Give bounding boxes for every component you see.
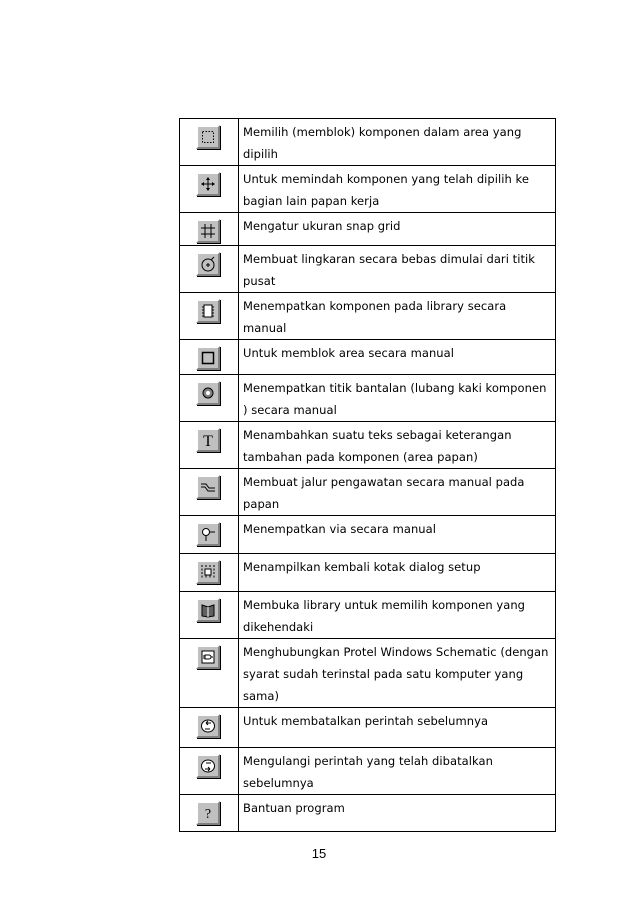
- description-text: Membuat lingkaran secara bebas dimulai dari titik pusat: [239, 246, 556, 293]
- circle-center-icon: [196, 252, 220, 276]
- move-cross-icon: [196, 172, 220, 196]
- icon-cell: [180, 469, 239, 516]
- table-row: [180, 375, 556, 422]
- text-t-icon: [196, 428, 220, 452]
- icon-cell: [180, 422, 239, 469]
- table-row: [180, 639, 556, 708]
- description-text: Memilih (memblok) komponen dalam area yang dipilih: [239, 119, 556, 166]
- icon-cell: [180, 516, 239, 554]
- table-row: [180, 592, 556, 639]
- description-text: Untuk memindah komponen yang telah dipilih ke bagian lain papan kerja: [239, 166, 556, 213]
- place-component-icon: [196, 299, 220, 323]
- snap-grid-icon: [196, 219, 220, 243]
- pad-icon: [196, 381, 220, 405]
- icon-cell: [180, 708, 239, 748]
- icon-cell: [180, 166, 239, 213]
- svg-text:T: T: [203, 433, 213, 449]
- table-row: [180, 246, 556, 293]
- description-text: Menempatkan via secara manual: [239, 516, 556, 554]
- description-text: Menghubungkan Protel Windows Schematic (dengan syarat sudah terinstal pada satu komputer yang sama): [239, 639, 556, 708]
- library-icon: [196, 598, 220, 622]
- svg-text:?: ?: [204, 807, 212, 822]
- description-text: Bantuan program: [239, 795, 556, 832]
- icon-cell: [180, 246, 239, 293]
- description-text: Membuat jalur pengawatan secara manual pada papan: [239, 469, 556, 516]
- redo-icon: [196, 754, 220, 778]
- icon-cell: [180, 748, 239, 795]
- icon-cell: [180, 554, 239, 592]
- table-row: [180, 554, 556, 592]
- setup-icon: [196, 560, 220, 584]
- description-text: Mengatur ukuran snap grid: [239, 213, 556, 246]
- description-text: Untuk membatalkan perintah sebelumnya: [239, 708, 556, 748]
- icon-cell: [180, 119, 239, 166]
- toolbar-description-table: [179, 118, 556, 832]
- via-icon: [196, 522, 220, 546]
- description-text: Menambahkan suatu teks sebagai keterangan tambahan pada komponen (area papan): [239, 422, 556, 469]
- table-row: [180, 340, 556, 375]
- description-text: Menempatkan komponen pada library secara manual: [239, 293, 556, 340]
- table-row: [180, 708, 556, 748]
- undo-icon: [196, 714, 220, 738]
- select-area-icon: [196, 125, 220, 149]
- table-row: [180, 748, 556, 795]
- description-text: Mengulangi perintah yang telah dibatalkan sebelumnya: [239, 748, 556, 795]
- icon-cell: [180, 795, 239, 832]
- icon-cell: [180, 293, 239, 340]
- description-text: Membuka library untuk memilih komponen yang dikehendaki: [239, 592, 556, 639]
- description-text: Menempatkan titik bantalan (lubang kaki komponen ) secara manual: [239, 375, 556, 422]
- help-icon: [196, 801, 220, 825]
- table-row: [180, 293, 556, 340]
- icon-cell: [180, 592, 239, 639]
- description-text: Menampilkan kembali kotak dialog setup: [239, 554, 556, 592]
- table-row: [180, 795, 556, 832]
- icon-cell: [180, 340, 239, 375]
- table-row: [180, 119, 556, 166]
- icon-cell: [180, 375, 239, 422]
- schematic-icon: [196, 645, 220, 669]
- table-row: [180, 422, 556, 469]
- page-number: 15: [311, 846, 327, 861]
- icon-cell: [180, 639, 239, 708]
- track-icon: [196, 475, 220, 499]
- description-text: Untuk memblok area secara manual: [239, 340, 556, 375]
- table-row: [180, 516, 556, 554]
- block-area-icon: [196, 346, 220, 370]
- table-row: [180, 213, 556, 246]
- icon-cell: [180, 213, 239, 246]
- table-row: [180, 166, 556, 213]
- table-row: [180, 469, 556, 516]
